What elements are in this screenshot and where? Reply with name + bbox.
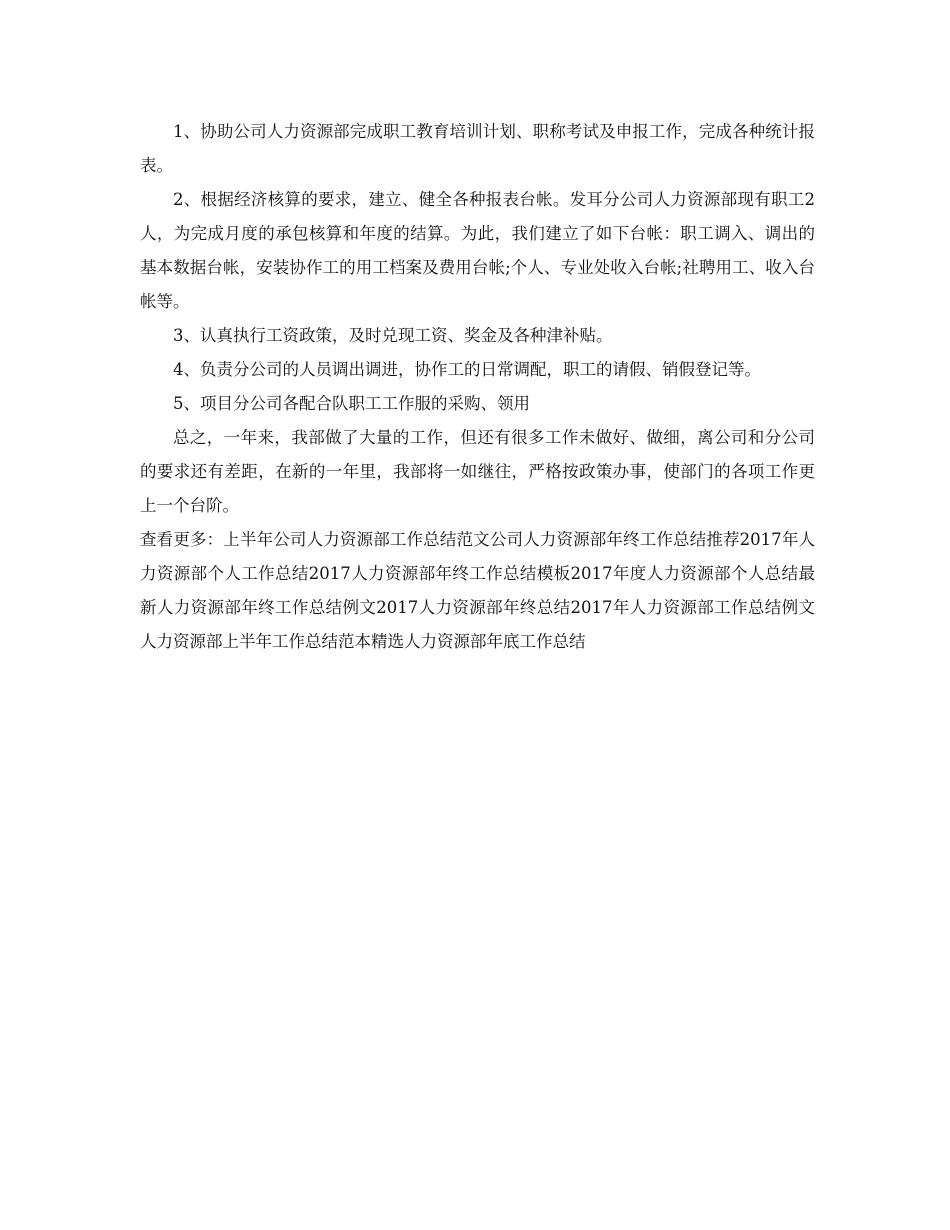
paragraph-1: 1、协助公司人力资源部完成职工教育培训计划、职称考试及申报工作，完成各种统计报表。 [140,122,815,175]
paragraph-4: 4、负责分公司的人员调出调进，协作工的日常调配，职工的请假、销假登记等。 [173,360,761,379]
paragraph-2: 2、根据经济核算的要求，建立、健全各种报表台帐。发耳分公司人力资源部现有职工2人，为完成月度的承包核算和年度的结算。为此，我们建立了如下台帐：职工调入、调出的基本数据台帐，安装协作工的用工档案及费用台帐;个人、专业处收入台帐;社聘用工、收入台帐等。 [140,190,815,311]
document-body [140,115,815,659]
paragraph-3: 3、认真执行工资政策，及时兑现工资、奖金及各种津补贴。 [173,326,613,345]
see-more-links[interactable]: 查看更多：上半年公司人力资源部工作总结范文公司人力资源部年终工作总结推荐2017年人力资源部个人工作总结2017人力资源部年终工作总结模板2017年度人力资源部个人总结最新人力资源部年终工作总结例文2017人力资源部年终总结2017年人力资源部工作总结例文人力资源部上半年工作总结范本精选人力资源部年底工作总结 [140,530,815,651]
paragraph-5: 5、项目分公司各配合队职工工作服的采购、领用 [173,394,530,413]
paragraph-summary: 总之，一年来，我部做了大量的工作，但还有很多工作未做好、做细，离公司和分公司的要求还有差距，在新的一年里，我部将一如继往，严格按政策办事，使部门的各项工作更上一个台阶。 [140,428,815,515]
